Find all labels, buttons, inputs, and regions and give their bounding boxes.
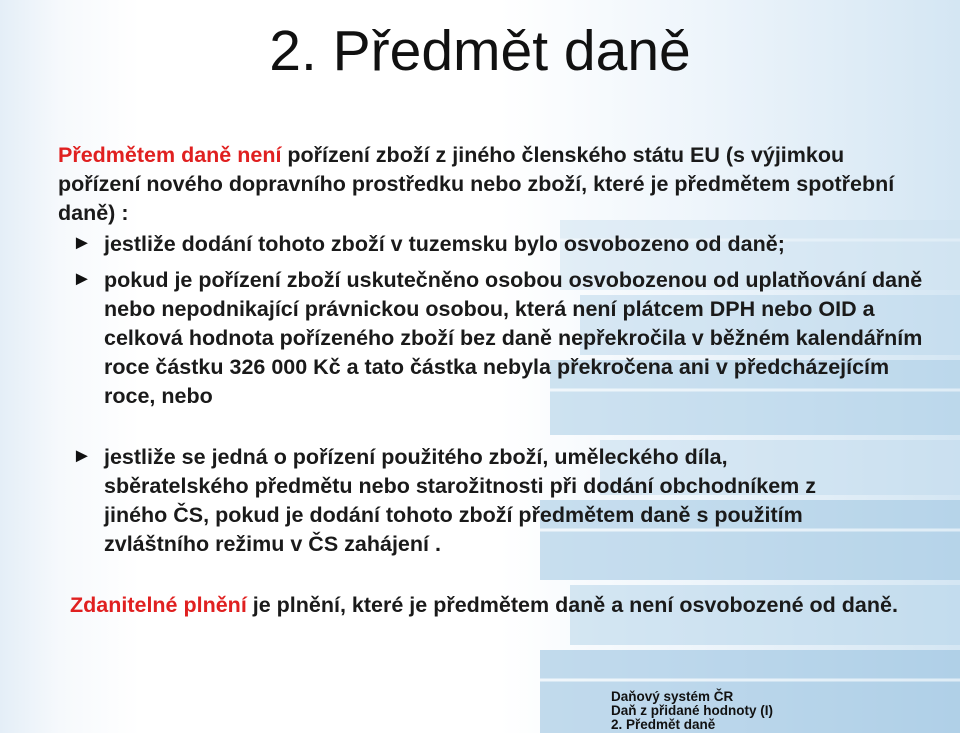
page-title: 2. Předmět daně — [269, 19, 691, 83]
footer — [611, 690, 773, 732]
footer-line-1: Daňový systém ČR — [611, 689, 734, 704]
intro-lead: Předmětem daně není — [58, 143, 282, 167]
bullet-arrow-icon: ► — [72, 232, 92, 254]
intro-paragraph — [58, 141, 918, 228]
footer-line-2: Daň z přidané hodnoty (I) — [611, 703, 773, 718]
intro-text: pořízení zboží z jiného členského státu EU (s výjimkou pořízení nového dopravního prostředku nebo zboží, které je předmětem spotřební daně) : — [58, 143, 895, 225]
bullet-arrow-icon: ► — [72, 268, 92, 290]
bullet-item-1: jestliže dodání tohoto zboží v tuzemsku bylo osvobozeno od daně; — [104, 232, 785, 256]
bullet-item-3: jestliže se jedná o pořízení použitého zboží, uměleckého díla, sběratelského předmětu nebo starožitnosti při dodání obchodníkem z jiného ČS, pokud je dodání tohoto zboží předmětem daně s použitím zvláštního režimu v ČS zahájení . — [104, 445, 816, 556]
definition-text: je plnění, které je předmětem daně a není osvobozené od daně. — [246, 593, 898, 617]
definition-paragraph — [70, 591, 920, 620]
definition-lead: Zdanitelné plnění — [70, 593, 247, 617]
bullet-item-2: pokud je pořízení zboží uskutečněno osobou osvobozenou od uplatňování daně nebo nepodnikající právnickou osobou, která není plátcem DPH nebo OID a celková hodnota pořízeného zboží bez daně nepřekročila v běžném kalendářním roce částku 326 000 Kč a tato částka nebyla překročena ani v předcházejícím roce, nebo — [104, 268, 923, 408]
bullet-arrow-icon: ► — [72, 445, 92, 467]
footer-line-3: 2. Předmět daně — [611, 717, 716, 732]
